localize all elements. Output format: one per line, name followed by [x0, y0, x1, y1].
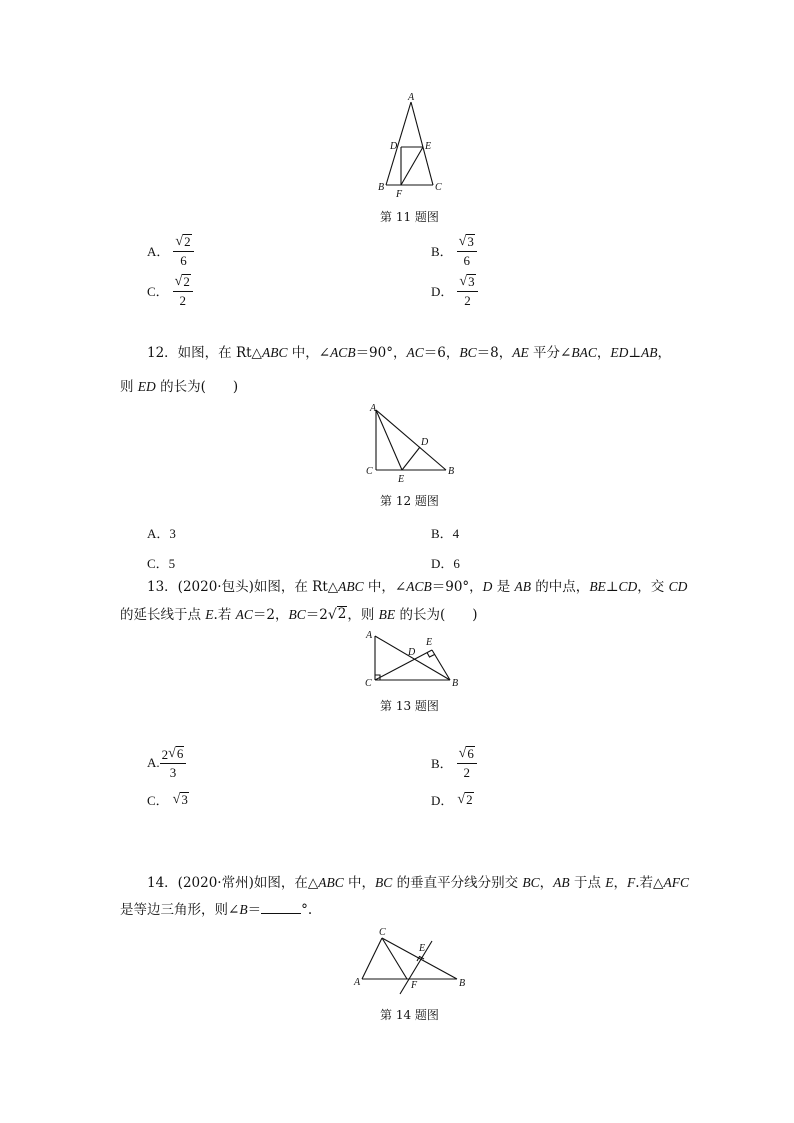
q13-label-e: E — [426, 637, 433, 648]
denominator: 3 — [169, 765, 177, 781]
q12-label-d: D — [421, 437, 429, 448]
q14-caption: 第 14 题图 — [380, 1008, 439, 1022]
q12-option-d[interactable]: D．6 — [431, 556, 460, 571]
q13-label-b: B — [452, 678, 459, 689]
q11-label-d: D — [390, 141, 398, 152]
q14-stem-line2: 是等边三角形，则∠B＝ °. — [120, 902, 313, 918]
q13-option-c[interactable]: C． √ 3 — [147, 791, 188, 808]
option-letter: B． — [431, 756, 453, 772]
coefficient: 2 — [161, 747, 169, 763]
radicand: 6 — [467, 746, 474, 761]
q14-label-f: F — [411, 980, 418, 991]
q12-figure — [362, 400, 462, 485]
radicand: 3 — [181, 791, 188, 807]
q13-label-d: D — [408, 647, 416, 658]
q14-stem-line1: 14．(2020·常州)如图，在△ABC 中，BC 的垂直平分线分别交 BC，AB 于点 E，F.若△AFC — [147, 875, 689, 891]
answer-blank[interactable] — [261, 901, 301, 914]
q14-side-ac — [362, 938, 382, 979]
q13-stem-line1: 13．(2020·包头)如图，在 Rt△ABC 中，∠ACB＝90°，D 是 AB 的中点，BE⊥CD，交 CD — [147, 579, 688, 595]
radicand: 2 — [183, 274, 190, 289]
denominator: 2 — [464, 293, 471, 309]
q13-figure — [360, 628, 470, 693]
option-letter: C． — [147, 284, 169, 300]
option-letter: A． — [147, 244, 170, 260]
q12-label-b: B — [448, 466, 455, 477]
radicand: 2 — [466, 791, 473, 807]
q11-label-b: B — [378, 182, 385, 193]
q14-label-e: E — [419, 943, 426, 954]
q11-caption: 第 11 题图 — [380, 210, 439, 224]
q11-label-a: A — [408, 92, 415, 103]
q14-segment-cf — [382, 938, 407, 979]
q12-label-a: A — [370, 403, 377, 414]
q13-segment-be — [432, 650, 450, 680]
q12-segment-ae — [376, 410, 402, 470]
q12-label-e: E — [398, 474, 405, 485]
option-letter: B． — [431, 244, 453, 260]
q11-option-b[interactable]: B． √ 3 6 — [431, 234, 477, 267]
q14-label-c: C — [379, 927, 386, 938]
q13-side-ab — [375, 636, 450, 680]
q12-caption: 第 12 题图 — [380, 494, 439, 508]
radicand: 2 — [337, 606, 347, 623]
denominator: 2 — [179, 293, 187, 309]
q13-option-a[interactable]: A. 2 √ 6 3 — [147, 746, 186, 779]
option-letter: D． — [431, 793, 454, 808]
q13-caption: 第 13 题图 — [380, 699, 439, 713]
q12-option-c[interactable]: C．5 — [147, 556, 176, 571]
q12-option-b[interactable]: B．4 — [431, 526, 460, 541]
option-letter: C． — [147, 793, 169, 808]
option-letter: A. — [147, 754, 160, 770]
q13-label-a: A — [366, 630, 373, 641]
q11-option-c[interactable]: C． √ 2 2 — [147, 274, 193, 307]
denominator: 2 — [463, 765, 471, 781]
q12-stem-line2: 则 ED 的长为( ) — [120, 379, 239, 395]
q11-label-c: C — [435, 182, 442, 193]
denominator: 6 — [180, 253, 187, 269]
radicand: 6 — [176, 746, 184, 761]
radicand: 3 — [467, 234, 474, 249]
q12-label-c: C — [366, 466, 373, 477]
q11-option-a[interactable]: A． √ 2 6 — [147, 234, 194, 267]
q11-option-d[interactable]: D． √ 3 2 — [431, 274, 478, 307]
q13-label-c: C — [365, 678, 372, 689]
q13-option-d[interactable]: D． √ 2 — [431, 791, 473, 808]
q12-option-a[interactable]: A．3 — [147, 526, 176, 541]
q14-label-a: A — [354, 977, 361, 988]
q11-figure — [370, 92, 460, 202]
option-letter: D． — [431, 284, 454, 300]
q14-figure — [352, 924, 472, 999]
q14-label-b: B — [459, 978, 466, 989]
q11-label-e: E — [425, 141, 432, 152]
q12-stem-line1: 12．如图，在 Rt△ABC 中，∠ACB＝90°，AC＝6，BC＝8，AE 平分∠BAC，ED⊥AB， — [147, 345, 672, 361]
q13-stem-line2: 的延长线于点 E.若 AC＝2，BC＝2 √ 2 ，则 BE 的长为( ) — [120, 606, 478, 623]
q11-segment-ef — [401, 147, 423, 185]
denominator: 6 — [463, 253, 471, 269]
radicand: 3 — [468, 274, 475, 289]
q12-segment-ed — [402, 447, 420, 470]
q12-side-ab — [376, 410, 446, 470]
radicand: 2 — [184, 234, 191, 249]
q11-label-f: F — [396, 189, 403, 200]
q13-option-b[interactable]: B． √ 6 2 — [431, 746, 477, 779]
